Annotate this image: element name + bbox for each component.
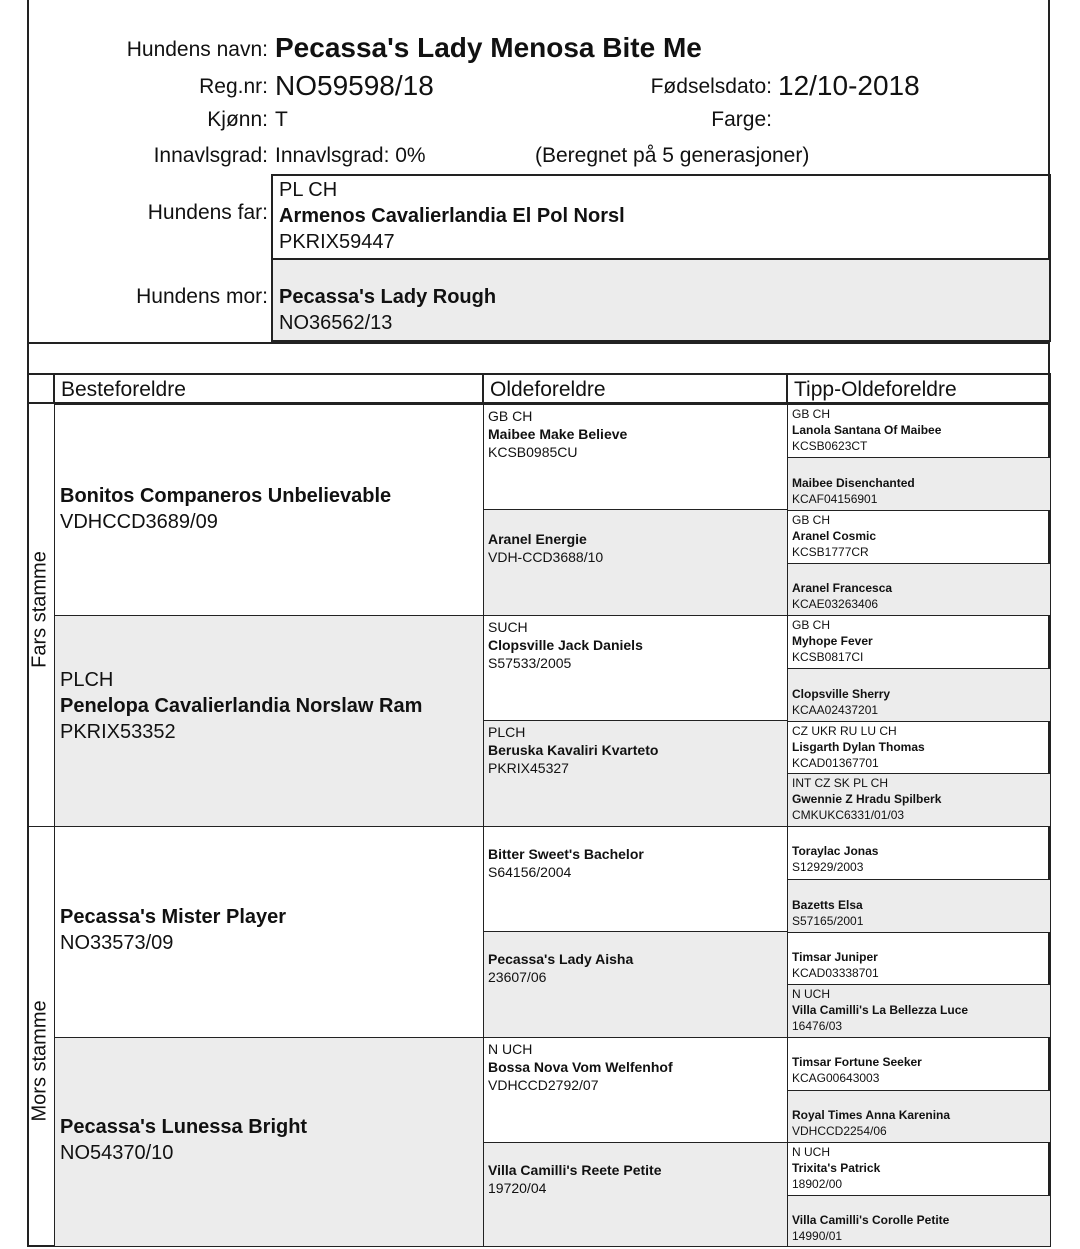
birth-date: 12/10-2018 — [778, 70, 920, 101]
ggg-8-title: INT CZ SK PL CH — [792, 776, 889, 790]
ggg-1-title: GB CH — [792, 407, 831, 421]
ggg-14-name: Royal Times Anna Karenina — [792, 1108, 951, 1122]
great-grandparent-3-name: Clopsville Jack Daniels — [488, 637, 643, 653]
great-great-grandparent-6 — [787, 668, 1051, 722]
ggg-6-name: Clopsville Sherry — [792, 687, 891, 701]
ggg-13-name: Timsar Fortune Seeker — [792, 1055, 922, 1069]
great-grandparent-2-reg: VDH-CCD3688/10 — [488, 549, 604, 565]
dam-reg: NO36562/13 — [279, 312, 393, 334]
ggg-8-name: Gwennie Z Hradu Spilberk — [792, 792, 942, 806]
great-grandparent-1-reg: KCSB0985CU — [488, 444, 578, 460]
grandparent-3-reg: NO33573/09 — [60, 932, 174, 954]
reg-label: Reg.nr: — [199, 75, 268, 98]
corner-cell — [27, 373, 55, 404]
great-great-grandparent-7 — [787, 721, 1051, 774]
ggg-10-reg: S57165/2001 — [792, 914, 864, 928]
great-grandparent-4 — [483, 720, 788, 827]
column-header-great-grandparents: Oldeforeldre — [482, 373, 788, 404]
ggg-14-reg: VDHCCD2254/06 — [792, 1124, 887, 1138]
great-grandparent-1 — [483, 404, 788, 510]
sex-label: Kjønn: — [207, 108, 268, 131]
great-grandparent-2 — [483, 509, 788, 616]
ggg-12-title: N UCH — [792, 987, 830, 1001]
dam-side-label: Mors stamme — [28, 1000, 51, 1122]
great-grandparent-7-reg: VDHCCD2792/07 — [488, 1077, 599, 1093]
ggg-15-name: Trixita's Patrick — [792, 1161, 881, 1175]
great-grandparent-8-name: Villa Camilli's Reete Petite — [488, 1162, 662, 1178]
color-label: Farge: — [711, 108, 772, 131]
inbreeding-label: Innavlsgrad: — [153, 144, 268, 167]
great-great-grandparent-10 — [787, 879, 1051, 933]
ggg-4-name: Aranel Francesca — [792, 581, 893, 595]
ggg-3-title: GB CH — [792, 513, 831, 527]
great-grandparent-2-name: Aranel Energie — [488, 531, 587, 547]
grandparent-3 — [54, 826, 484, 1038]
great-great-grandparent-3 — [787, 510, 1051, 564]
grandparent-4 — [54, 1037, 484, 1247]
great-grandparent-4-title: PLCH — [488, 724, 526, 740]
ggg-12-name: Villa Camilli's La Bellezza Luce — [792, 1003, 969, 1017]
great-great-grandparent-16 — [787, 1195, 1051, 1247]
ggg-16-reg: 14990/01 — [792, 1229, 843, 1243]
inbreeding-note: (Beregnet på 5 generasjoner) — [535, 144, 810, 167]
ggg-15-reg: 18902/00 — [792, 1177, 843, 1191]
ggg-7-title: CZ UKR RU LU CH — [792, 724, 897, 738]
grandparent-3-name: Pecassa's Mister Player — [60, 906, 287, 928]
ggg-16-name: Villa Camilli's Corolle Petite — [792, 1213, 950, 1227]
great-great-grandparent-4 — [787, 563, 1051, 616]
great-grandparent-1-name: Maibee Make Believe — [488, 426, 628, 442]
dam-name: Pecassa's Lady Rough — [279, 286, 497, 308]
ggg-3-reg: KCSB1777CR — [792, 545, 869, 559]
ggg-12-reg: 16476/03 — [792, 1019, 843, 1033]
grandparent-2-reg: PKRIX53352 — [60, 721, 176, 743]
great-grandparent-4-name: Beruska Kavaliri Kvarteto — [488, 742, 659, 758]
dog-name-label: Hundens navn: — [126, 38, 268, 61]
column-header-grandparents: Besteforeldre — [53, 373, 484, 404]
ggg-10-name: Bazetts Elsa — [792, 898, 863, 912]
great-great-grandparent-5 — [787, 615, 1051, 669]
sex-value: T — [275, 108, 288, 131]
great-grandparent-3-title: SUCH — [488, 619, 528, 635]
ggg-5-title: GB CH — [792, 618, 831, 632]
birth-date-label: Fødselsdato: — [650, 75, 772, 98]
great-grandparent-6-name: Pecassa's Lady Aisha — [488, 951, 634, 967]
grandparent-4-reg: NO54370/10 — [60, 1142, 174, 1164]
great-grandparent-1-title: GB CH — [488, 408, 533, 424]
great-grandparent-5-name: Bitter Sweet's Bachelor — [488, 846, 644, 862]
great-great-grandparent-8 — [787, 773, 1051, 827]
ggg-9-name: Toraylac Jonas — [792, 844, 879, 858]
great-great-grandparent-11 — [787, 932, 1051, 985]
ggg-5-reg: KCSB0817CI — [792, 650, 864, 664]
dam-label: Hundens mor: — [136, 285, 268, 308]
ggg-13-reg: KCAG00643003 — [792, 1071, 880, 1085]
ggg-4-reg: KCAE03263406 — [792, 597, 879, 611]
ggg-8-reg: CMKUKC6331/01/03 — [792, 808, 905, 822]
grandparent-1 — [54, 404, 484, 616]
great-great-grandparent-9 — [787, 826, 1051, 880]
ggg-7-reg: KCAD01367701 — [792, 756, 879, 770]
great-great-grandparent-1 — [787, 404, 1051, 458]
great-grandparent-4-reg: PKRIX45327 — [488, 760, 569, 776]
great-grandparent-5-reg: S64156/2004 — [488, 864, 572, 880]
grandparent-2-title: PLCH — [60, 669, 114, 691]
ggg-15-title: N UCH — [792, 1145, 830, 1159]
great-great-grandparent-14 — [787, 1090, 1051, 1143]
great-grandparent-7-name: Bossa Nova Vom Welfenhof — [488, 1059, 673, 1075]
great-grandparent-7-title: N UCH — [488, 1041, 533, 1057]
great-great-grandparent-2 — [787, 457, 1051, 511]
dam-box — [271, 258, 1051, 342]
ggg-2-reg: KCAF04156901 — [792, 492, 878, 506]
header-divider — [27, 342, 1050, 344]
ggg-6-reg: KCAA02437201 — [792, 703, 879, 717]
great-great-grandparent-15 — [787, 1142, 1051, 1196]
great-grandparent-6-reg: 23607/06 — [488, 969, 547, 985]
ggg-11-name: Timsar Juniper — [792, 950, 878, 964]
sire-reg: PKRIX59447 — [279, 231, 395, 253]
grandparent-1-reg: VDHCCD3689/09 — [60, 511, 218, 533]
sire-title: PL CH — [279, 179, 338, 201]
great-great-grandparent-13 — [787, 1037, 1051, 1091]
sire-side-label: Fars stamme — [28, 551, 51, 668]
grandparent-2 — [54, 615, 484, 827]
reg-number: NO59598/18 — [275, 70, 434, 101]
grandparent-1-name: Bonitos Companeros Unbelievable — [60, 485, 392, 507]
great-grandparent-8 — [483, 1142, 788, 1247]
great-grandparent-6 — [483, 931, 788, 1038]
ggg-7-name: Lisgarth Dylan Thomas — [792, 740, 925, 754]
ggg-9-reg: S12929/2003 — [792, 860, 864, 874]
great-great-grandparent-12 — [787, 984, 1051, 1038]
inbreeding-value: Innavlsgrad: 0% — [275, 144, 426, 167]
grandparent-4-name: Pecassa's Lunessa Bright — [60, 1116, 308, 1138]
sire-name: Armenos Cavalierlandia El Pol Norsl — [279, 205, 625, 227]
great-grandparent-5 — [483, 826, 788, 932]
dog-name: Pecassa's Lady Menosa Bite Me — [275, 32, 702, 63]
ggg-2-name: Maibee Disenchanted — [792, 476, 915, 490]
ggg-1-reg: KCSB0623CT — [792, 439, 868, 453]
sire-label: Hundens far: — [147, 201, 268, 224]
great-grandparent-7 — [483, 1037, 788, 1143]
great-grandparent-3-reg: S57533/2005 — [488, 655, 572, 671]
grandparent-2-name: Penelopa Cavalierlandia Norslaw Ram — [60, 695, 423, 717]
great-grandparent-3 — [483, 615, 788, 721]
column-header-great-great-grandparents: Tipp-Oldeforeldre — [786, 373, 1051, 404]
ggg-1-name: Lanola Santana Of Maibee — [792, 423, 942, 437]
ggg-11-reg: KCAD03338701 — [792, 966, 879, 980]
sire-box — [271, 174, 1051, 260]
great-grandparent-8-reg: 19720/04 — [488, 1180, 547, 1196]
ggg-3-name: Aranel Cosmic — [792, 529, 877, 543]
ggg-5-name: Myhope Fever — [792, 634, 873, 648]
